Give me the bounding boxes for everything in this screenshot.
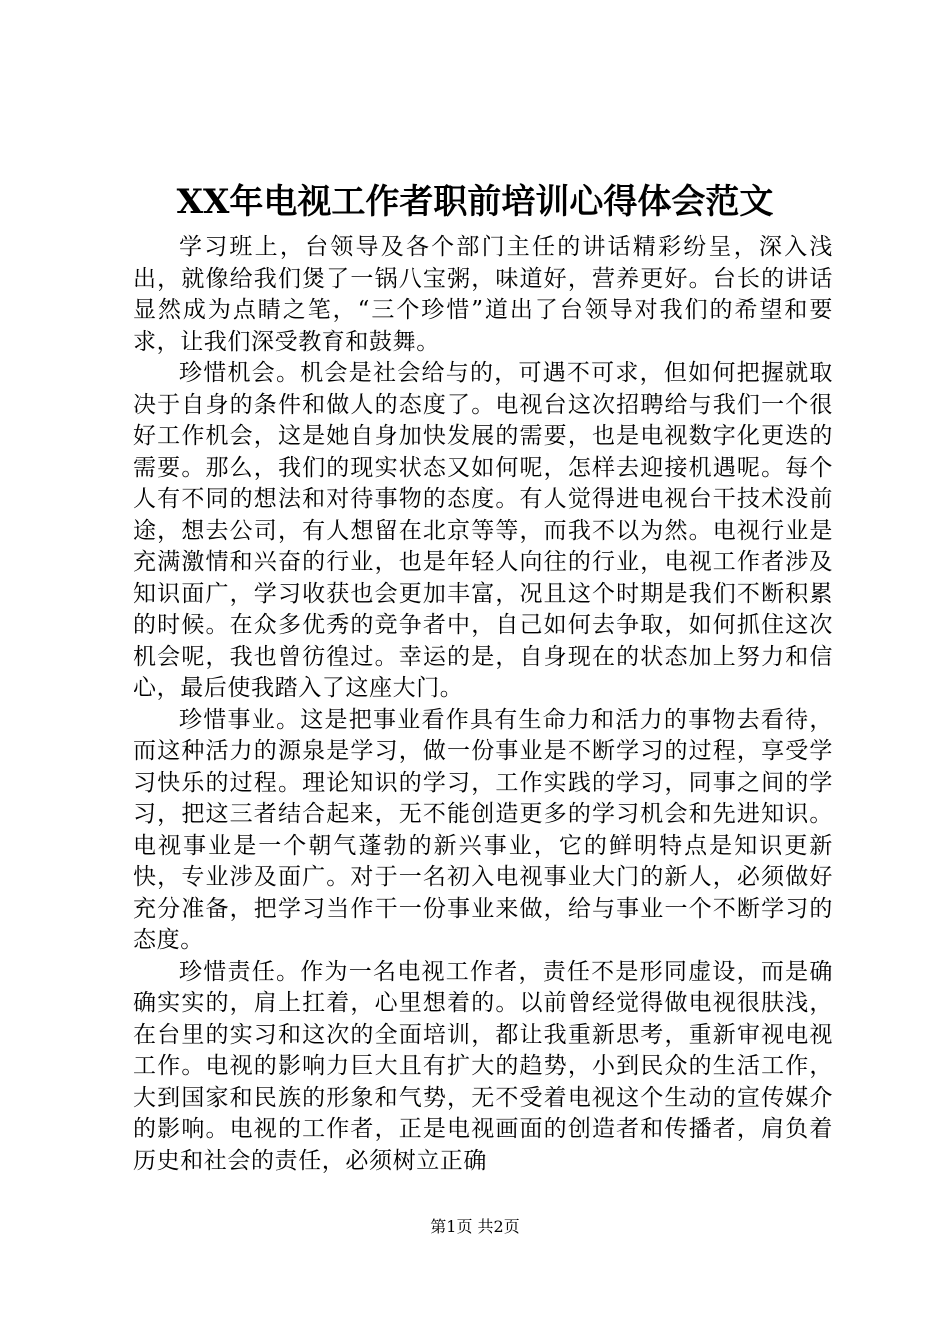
- document-title: XX年电视工作者职前培训心得体会范文: [176, 182, 774, 222]
- document-body: [133, 232, 833, 1177]
- paragraph-1: 学习班上，台领导及各个部门主任的讲话精彩纷呈，深入浅出，就像给我们煲了一锅八宝粥，味道好，营养更好。台长的讲话显然成为点睛之笔，“三个珍惜”道出了台领导对我们的希望和要求，让我们深受教育和鼓舞。: [133, 234, 833, 355]
- paragraph-3: 珍惜事业。这是把事业看作具有生命力和活力的事物去看待，而这种活力的源泉是学习，做一份事业是不断学习的过程，享受学习快乐的过程。理论知识的学习，工作实践的学习，同事之间的学习，把这三者结合起来，无不能创造更多的学习机会和先进知识。电视事业是一个朝气蓬勃的新兴事业，它的鲜明特点是知识更新快，专业涉及面广。对于一名初入电视事业大门的新人，必须做好充分准备，把学习当作干一份事业来做，给与事业一个不断学习的态度。: [133, 706, 833, 953]
- paragraph-4: 珍惜责任。作为一名电视工作者，责任不是形同虚设，而是确确实实的，肩上扛着，心里想着的。以前曾经觉得做电视很肤浅，在台里的实习和这次的全面培训，都让我重新思考，重新审视电视工作。电视的影响力巨大且有扩大的趋势，小到民众的生活工作，大到国家和民族的形象和气势，无不受着电视这个生动的宣传媒介的影响。电视的工作者，正是电视画面的创造者和传播者，肩负着历史和社会的责任，必须树立正确: [133, 958, 833, 1174]
- paragraph-2: 珍惜机会。机会是社会给与的，可遇不可求，但如何把握就取决于自身的条件和做人的态度了。电视台这次招聘给与我们一个很好工作机会，这是她自身加快发展的需要，也是电视数字化更迭的需要。那么，我们的现实状态又如何呢，怎样去迎接机遇呢。每个人有不同的想法和对待事物的态度。有人觉得进电视台干技术没前途，想去公司，有人想留在北京等等，而我不以为然。电视行业是充满激情和兴奋的行业，也是年轻人向往的行业，电视工作者涉及知识面广，学习收获也会更加丰富，况且这个时期是我们不断积累的时候。在众多优秀的竞争者中，自己如何去争取，如何抓住这次机会呢，我也曾彷徨过。幸运的是，自身现在的状态加上努力和信心，最后使我踏入了这座大门。: [133, 360, 833, 701]
- page-footer: 第1页 共2页: [430, 1217, 520, 1236]
